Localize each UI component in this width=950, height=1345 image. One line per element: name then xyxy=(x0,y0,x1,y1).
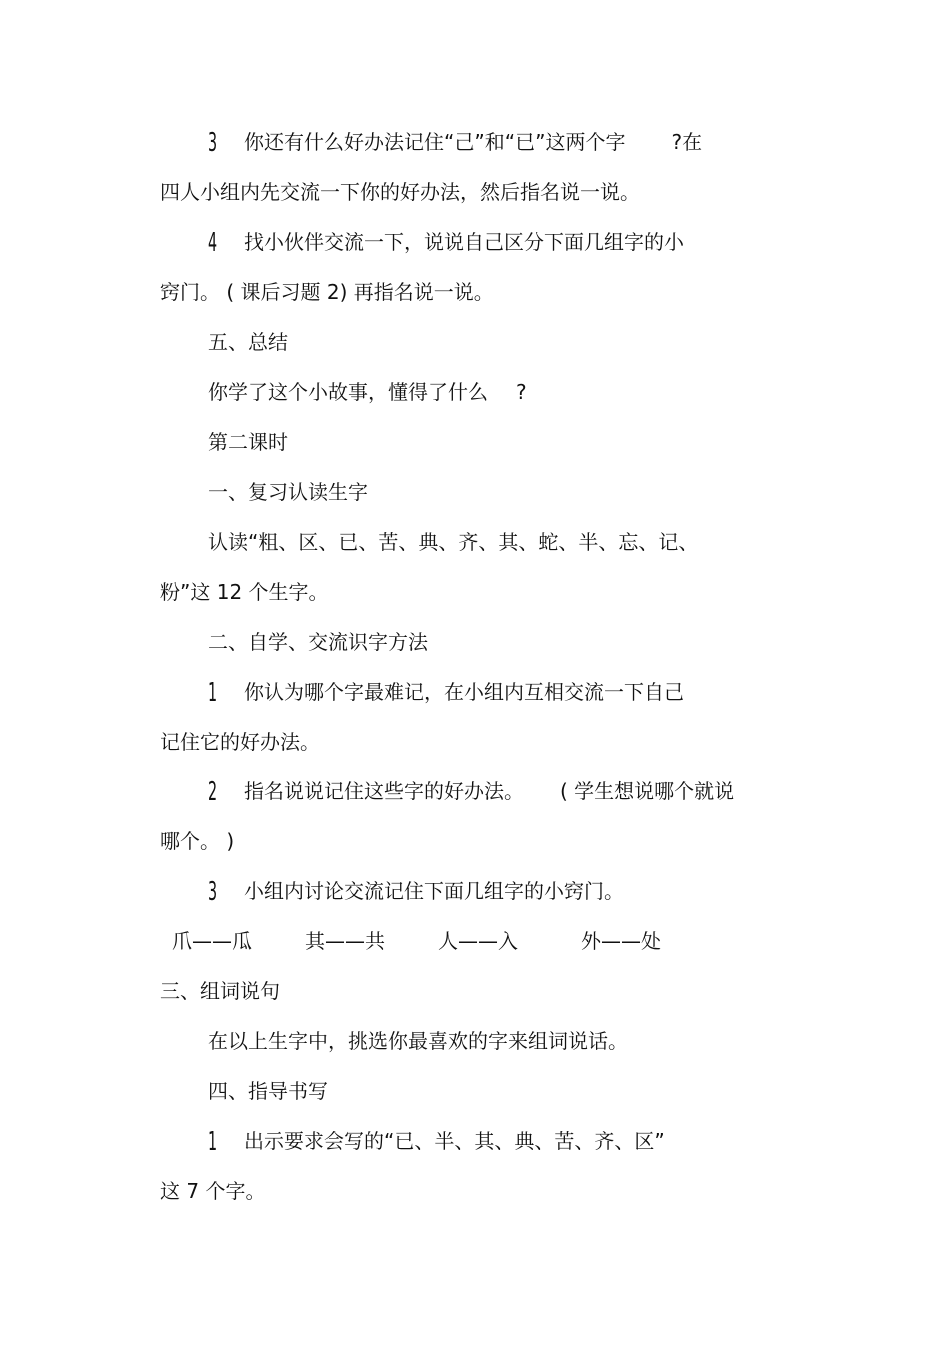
paragraph-step-3-line-1 xyxy=(208,128,702,157)
section-heading-writing: 四、指导书写 xyxy=(208,1079,328,1103)
paragraph-text: 你学了这个小故事，懂得了什么 xyxy=(208,380,488,404)
paragraph-text: 你还有什么好办法记住“己”和“已”这两个字 xyxy=(244,130,626,154)
paragraph-text: 出示要求会写的“已、半、其、典、苦、齐、区” xyxy=(244,1129,665,1153)
writing-step-1-line-2: 这 7 个字。 xyxy=(160,1179,266,1203)
paragraph-text-tail: ?在 xyxy=(671,130,703,154)
paragraph-step-4-line-2: 窍门。 ( 课后习题 2) 再指名说一说。 xyxy=(160,280,494,304)
paragraph-step-3-line-2: 四人小组内先交流一下你的好办法，然后指名说一说。 xyxy=(160,180,640,204)
paragraph-step-1-line-1 xyxy=(208,678,684,707)
paragraph-step-4-line-1 xyxy=(208,228,684,257)
paragraph-text: 你认为哪个字最难记，在小组内互相交流一下自己 xyxy=(244,680,684,704)
paragraph-step-1-line-2: 记住它的好办法。 xyxy=(160,730,320,754)
section-heading-summary: 五、总结 xyxy=(208,330,288,354)
summary-question xyxy=(208,378,527,406)
review-line-2: 粉”这 12 个生字。 xyxy=(160,580,329,604)
word-sentence-instruction: 在以上生字中，挑选你最喜欢的字来组词说话。 xyxy=(208,1029,628,1053)
paragraph-text-tail: ( 学生想说哪个就说 xyxy=(560,779,735,803)
step-number: 3 xyxy=(208,128,218,158)
paragraph-text: 小组内讨论交流记住下面几组字的小窍门。 xyxy=(244,879,624,903)
step-number: 3 xyxy=(208,877,218,907)
section-heading-review: 一、复习认读生字 xyxy=(208,480,368,504)
section-heading-word-sentence: 三、组词说句 xyxy=(160,979,280,1003)
character-pair: 人——入 xyxy=(438,929,518,953)
character-pair: 其——共 xyxy=(305,929,385,953)
paragraph-step-3b xyxy=(208,877,624,906)
step-number: 1 xyxy=(208,678,218,708)
step-number: 4 xyxy=(208,228,218,258)
paragraph-step-2-line-2: 哪个。 ) xyxy=(160,829,235,853)
character-pairs xyxy=(172,927,661,955)
character-pair: 外——处 xyxy=(581,929,661,953)
character-pair: 爪——瓜 xyxy=(172,929,252,953)
paragraph-text: 找小伙伴交流一下，说说自己区分下面几组字的小 xyxy=(244,230,684,254)
step-number: 1 xyxy=(208,1127,218,1157)
writing-step-1-line-1 xyxy=(208,1127,665,1156)
lesson-title-second: 第二课时 xyxy=(208,430,288,454)
paragraph-text-tail: ? xyxy=(516,380,527,404)
review-line-1: 认读“粗、区、已、苦、典、齐、其、蛇、半、忘、记、 xyxy=(208,530,699,554)
paragraph-text: 指名说说记住这些字的好办法。 xyxy=(244,779,524,803)
paragraph-step-2-line-1 xyxy=(208,777,734,806)
step-number: 2 xyxy=(208,777,218,807)
section-heading-self-study: 二、自学、交流识字方法 xyxy=(208,630,428,654)
